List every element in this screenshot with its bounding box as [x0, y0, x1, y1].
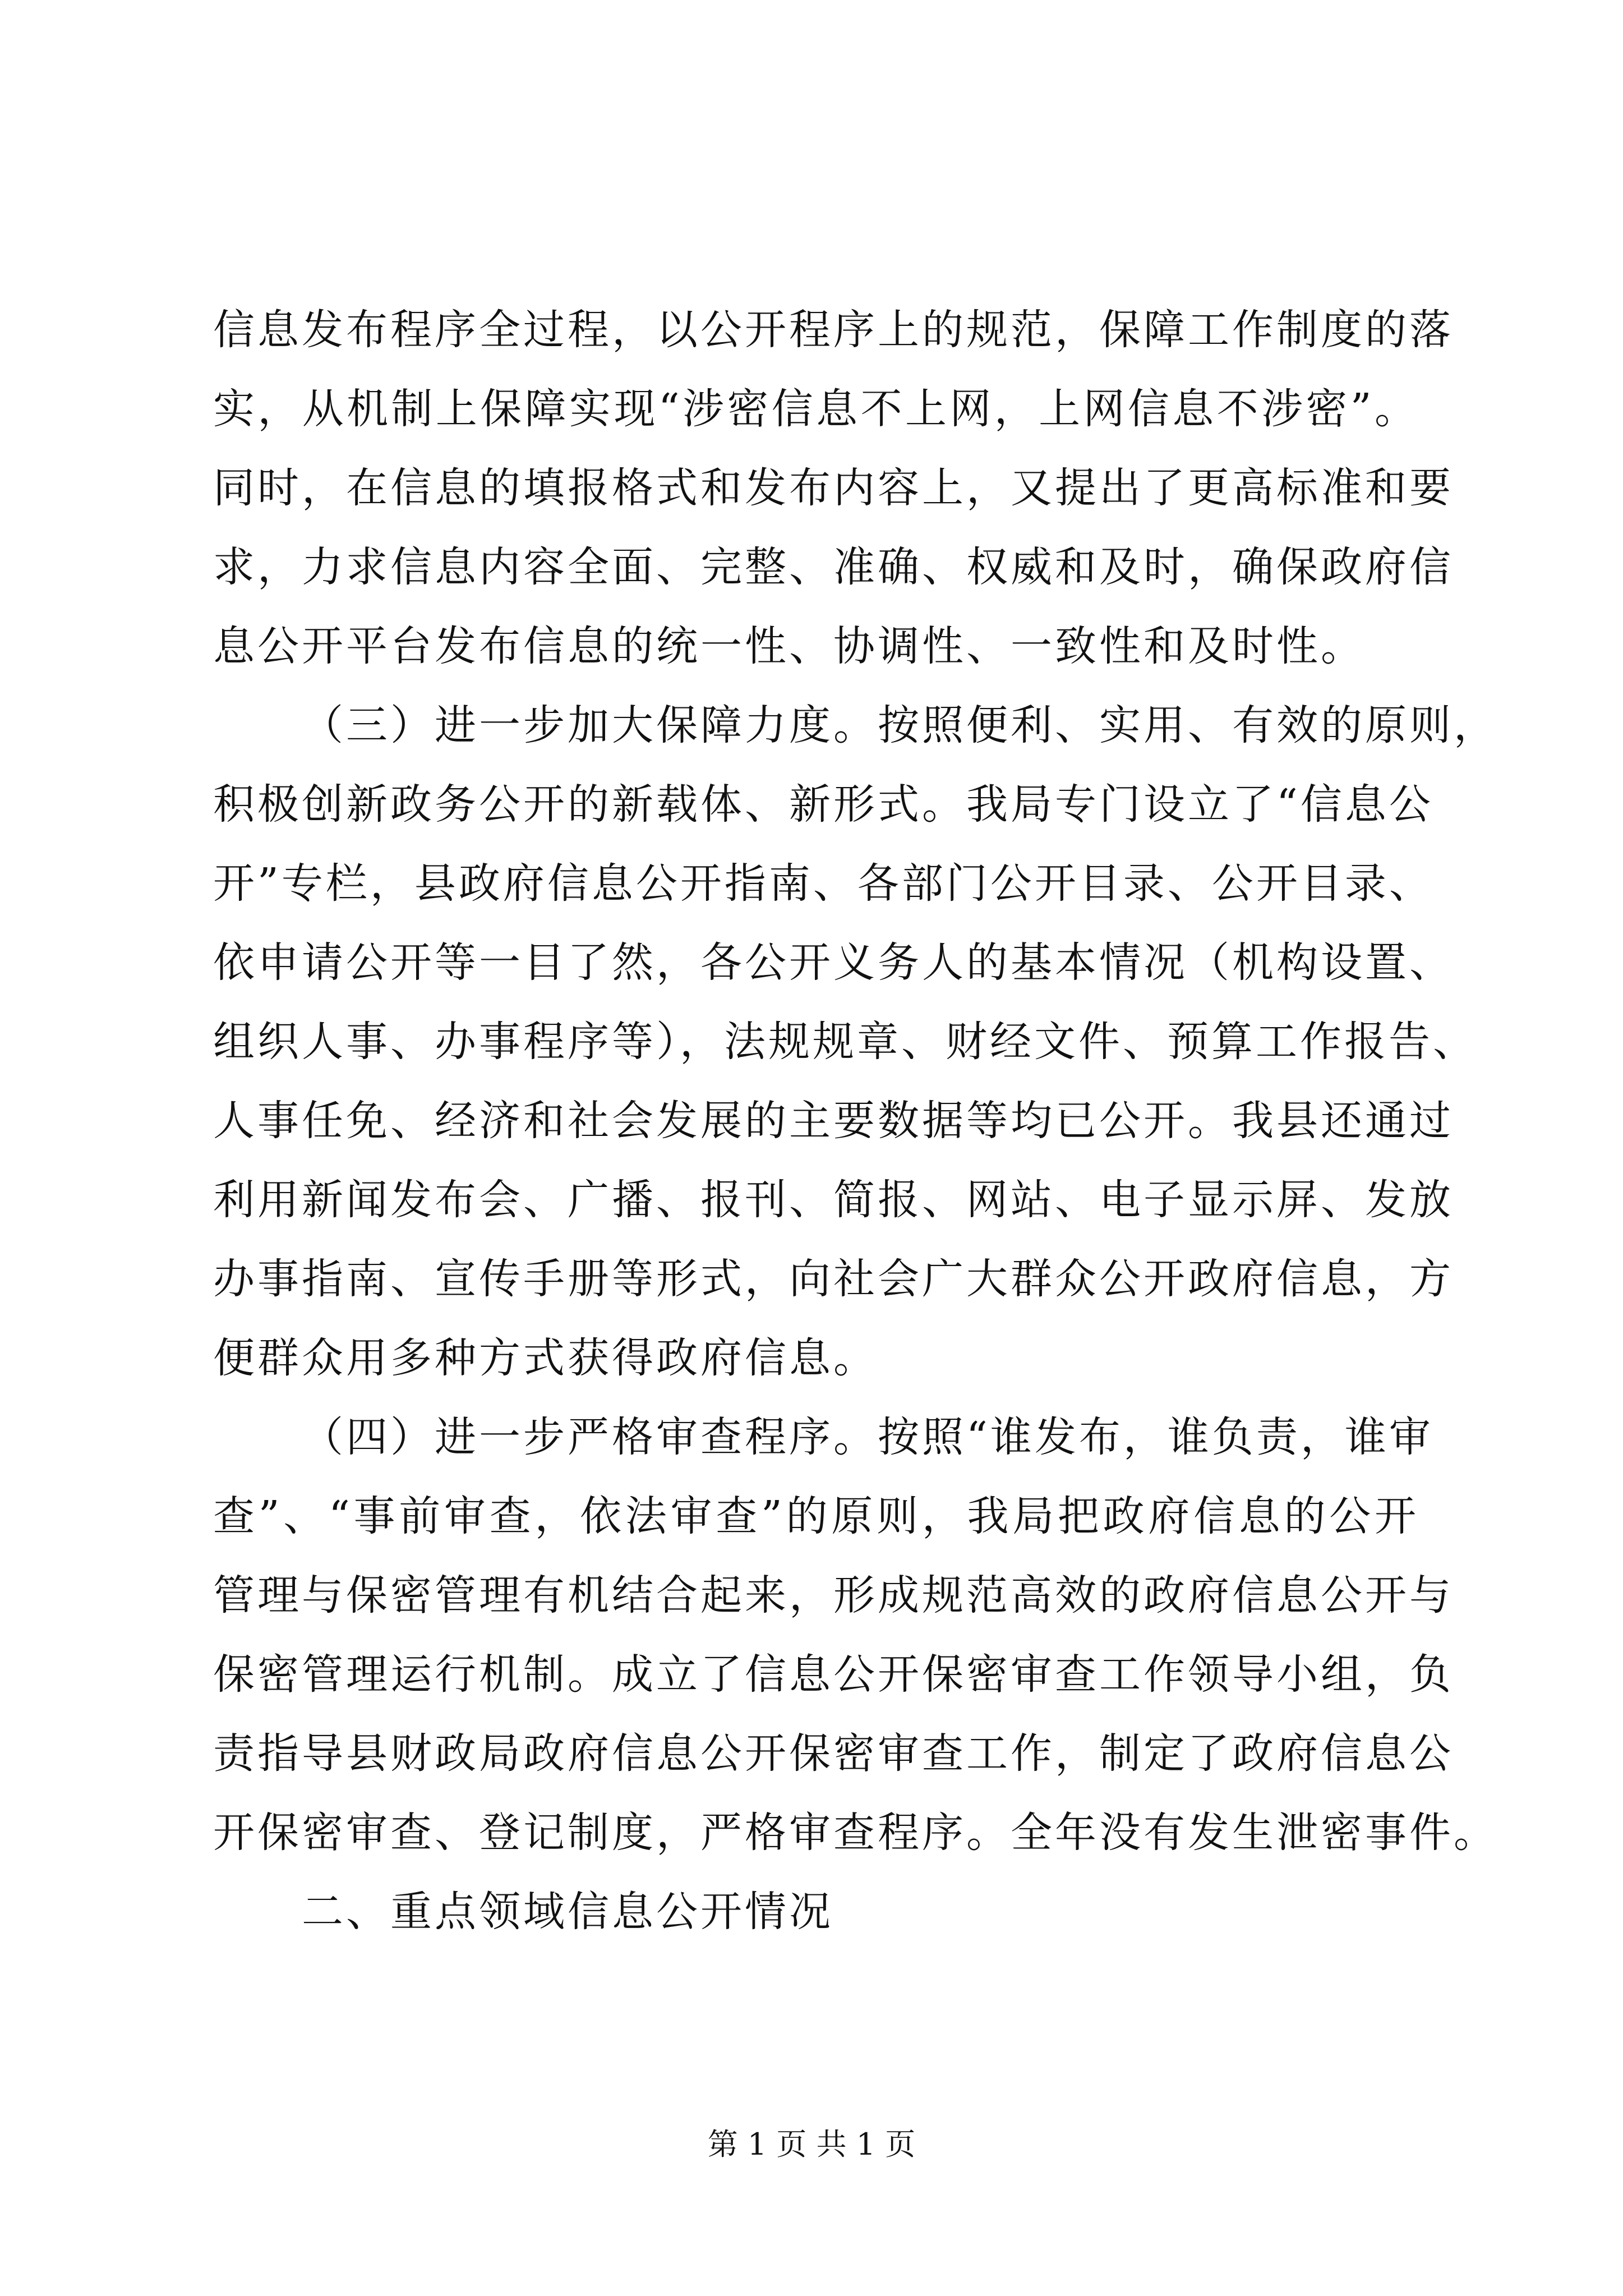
text-line: 信息发布程序全过程，以公开程序上的规范，保障工作制度的落 [213, 306, 1454, 354]
text-line: 人事任免、经济和社会发展的主要数据等均已公开。我县还通过 [213, 1097, 1454, 1145]
paragraph-heading-4: （四）进一步严格审查程序。按照“谁发布，谁负责，谁审 [302, 1413, 1433, 1461]
paragraph-heading-3: （三）进一步加大保障力度。按照便利、实用、有效的原则， [302, 701, 1498, 749]
text-line: 组织人事、办事程序等），法规规章、财经文件、预算工作报告、 [213, 1018, 1477, 1066]
text-line: 办事指南、宣传手册等形式，向社会广大群众公开政府信息，方 [213, 1255, 1454, 1303]
text-line: 责指导县财政局政府信息公开保密审查工作，制定了政府信息公 [213, 1729, 1454, 1778]
text-line: 开保密审查、登记制度，严格审查程序。全年没有发生泄密事件。 [213, 1809, 1498, 1857]
text-line: 求，力求信息内容全面、完整、准确、权威和及时，确保政府信 [213, 543, 1454, 591]
text-line: 实，从机制上保障实现“涉密信息不上网，上网信息不涉密”。 [213, 385, 1419, 433]
text-line: 积极创新政务公开的新载体、新形式。我局专门设立了“信息公 [213, 780, 1433, 829]
text-line: 利用新闻发布会、广播、报刊、简报、网站、电子显示屏、发放 [213, 1176, 1454, 1224]
text-line: 依申请公开等一目了然，各公开义务人的基本情况（机构设置、 [213, 938, 1454, 987]
text-line: 保密管理运行机制。成立了信息公开保密审查工作领导小组，负 [213, 1650, 1454, 1699]
document-body [213, 291, 1498, 1952]
text-line: 开”专栏，县政府信息公开指南、各部门公开目录、公开目录、 [213, 859, 1433, 908]
text-line: 管理与保密管理有机结合起来，形成规范高效的政府信息公开与 [213, 1571, 1454, 1619]
text-line: 同时，在信息的填报格式和发布内容上，又提出了更高标准和要 [213, 464, 1454, 512]
page-footer: 第 1 页 共 1 页 [707, 2127, 916, 2162]
text-line: 息公开平台发布信息的统一性、协调性、一致性和及时性。 [213, 622, 1365, 670]
text-line: 查”、“事前审查，依法审查”的原则，我局把政府信息的公开 [213, 1492, 1419, 1540]
text-line: 便群众用多种方式获得政府信息。 [213, 1334, 878, 1382]
section-heading: 二、重点领域信息公开情况 [302, 1888, 833, 1936]
